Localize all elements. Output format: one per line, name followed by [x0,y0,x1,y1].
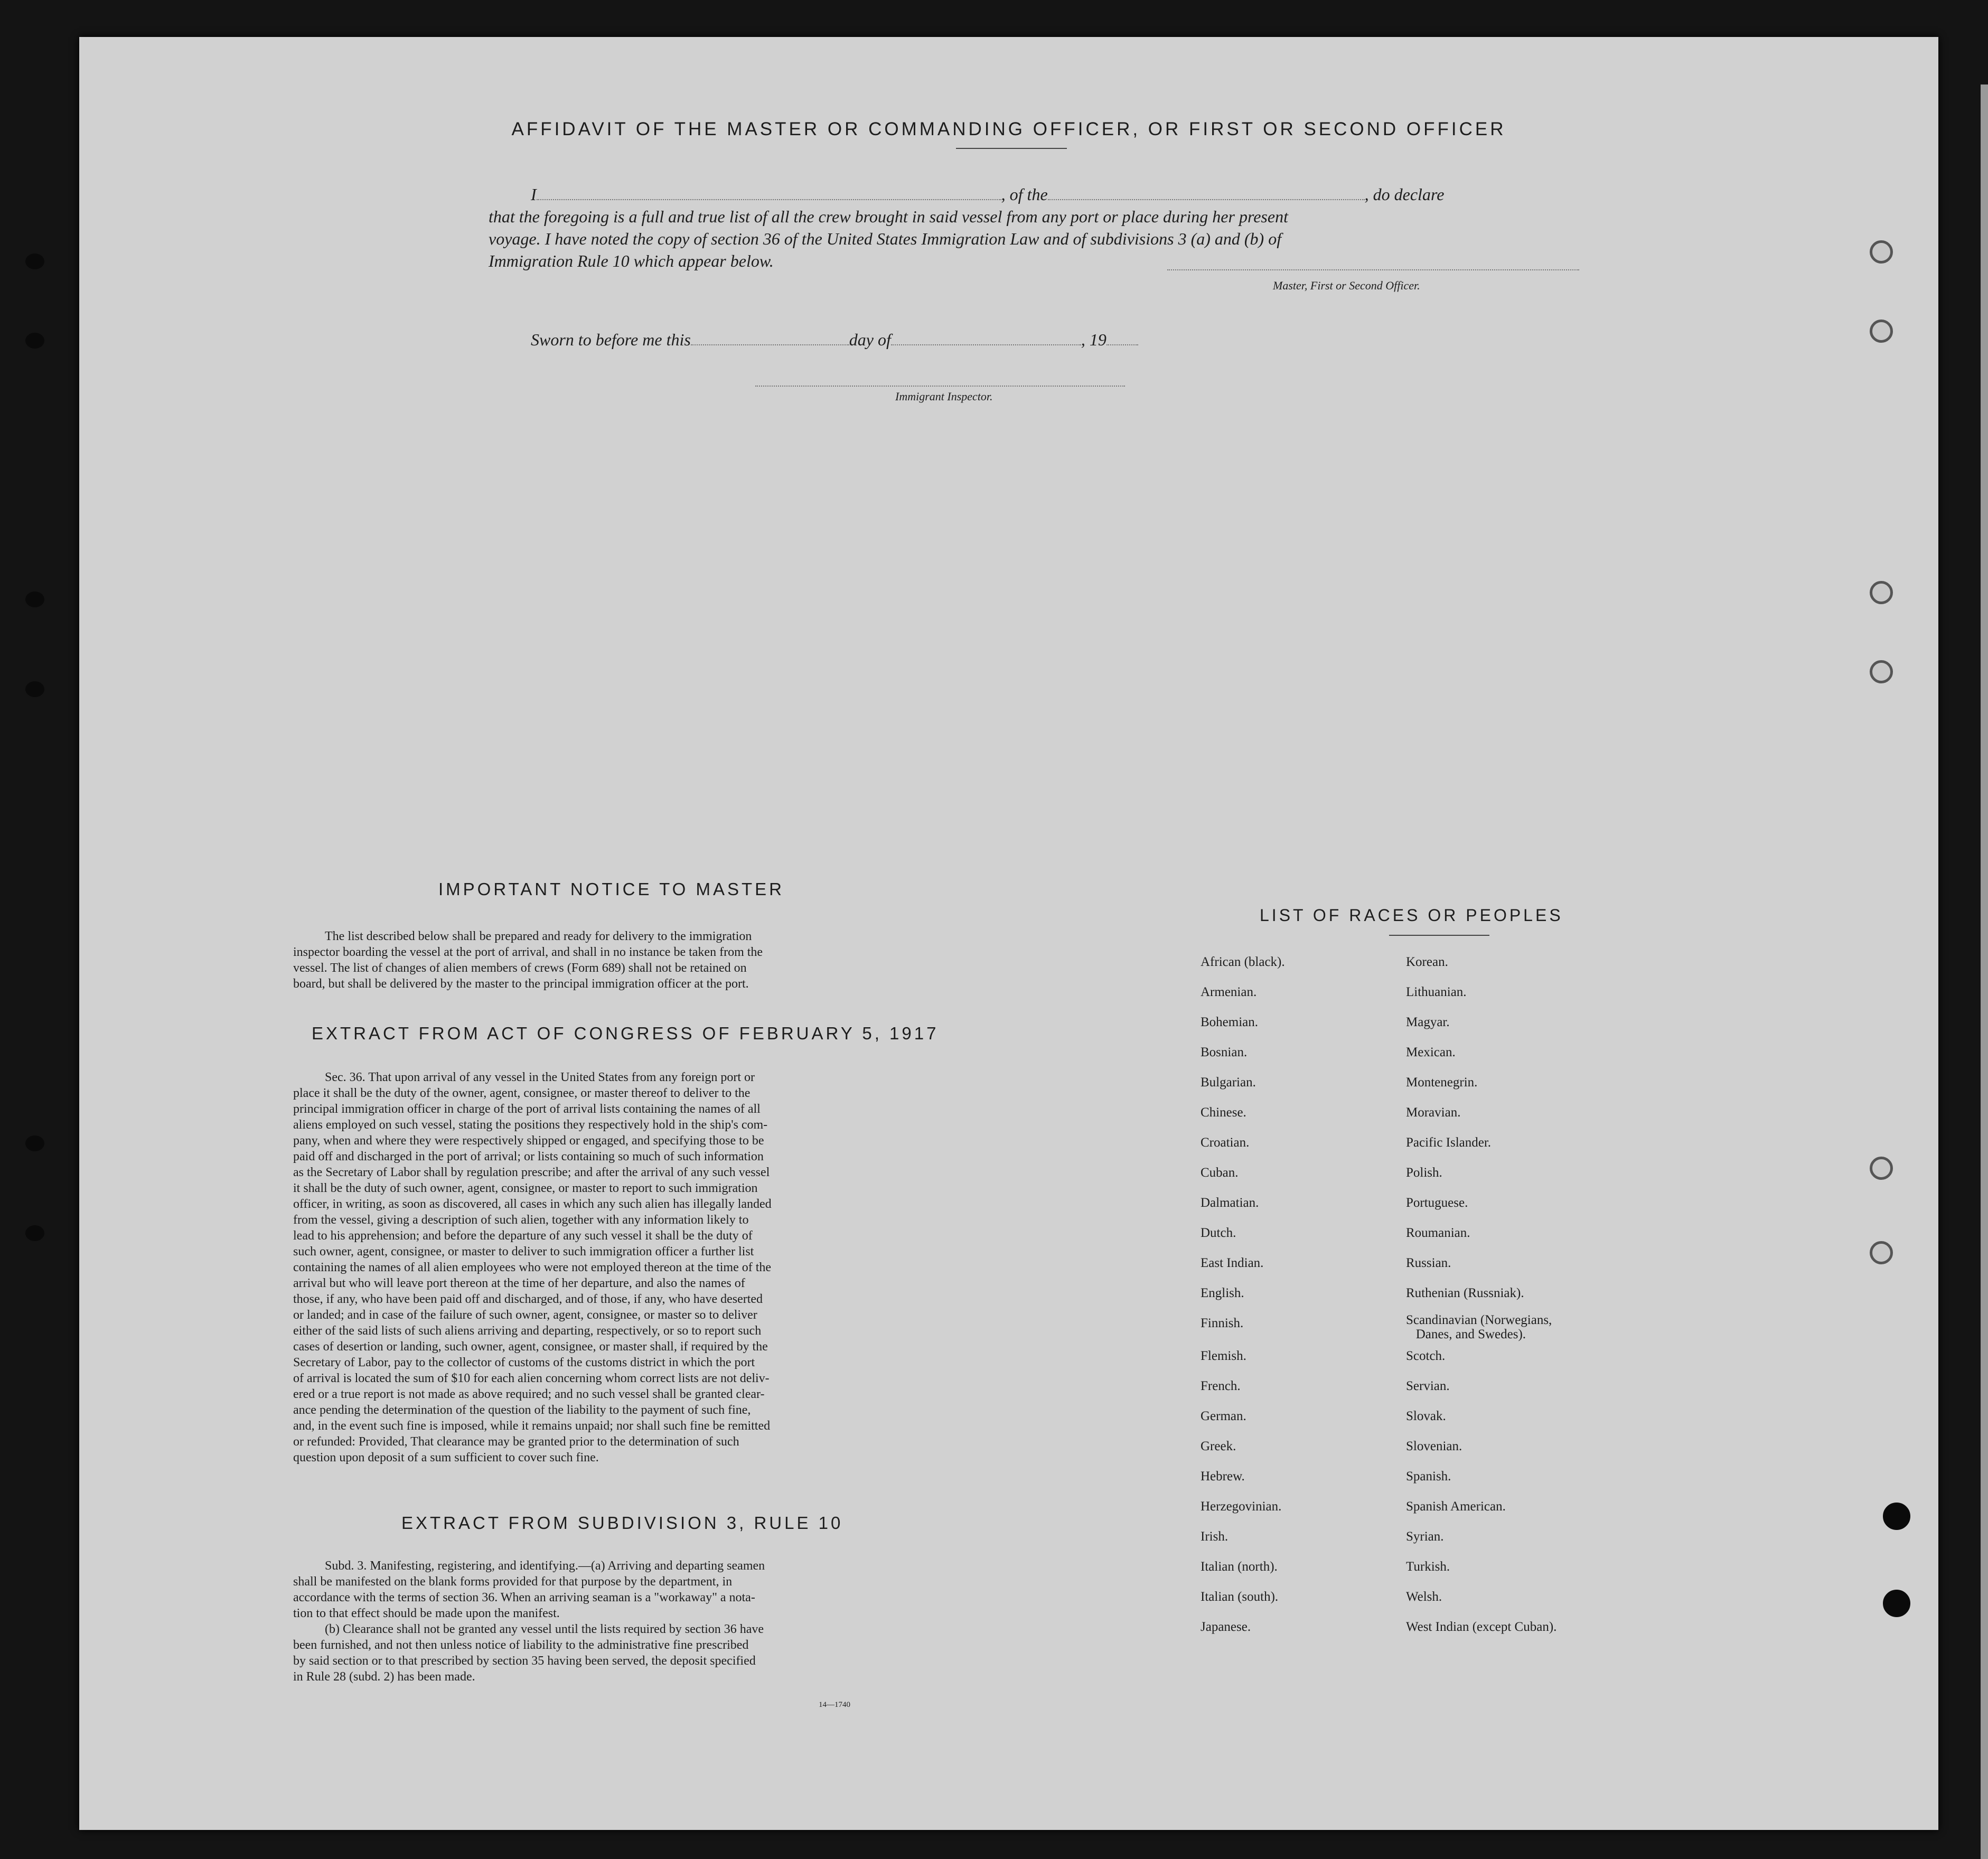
rule-title: EXTRACT FROM SUBDIVISION 3, RULE 10 [401,1513,843,1533]
act-line: cases of desertion or landing, such owner, agent, consignee, or master shall, if required by the [293,1340,768,1354]
race-item: Moravian. [1406,1105,1461,1120]
act-line: question upon deposit of a sum sufficient to cover such fine. [293,1451,599,1464]
race-item: East Indian. [1201,1256,1264,1270]
binding-hole [25,1225,44,1241]
race-item: Slovenian. [1406,1439,1462,1453]
race-item: Montenegrin. [1406,1075,1478,1090]
rule-body [293,1558,990,1685]
races-title: LIST OF RACES OR PEOPLES [1260,906,1563,925]
race-item: Chinese. [1201,1105,1246,1120]
race-item: Ruthenian (Russniak). [1406,1286,1524,1300]
sworn-date-blank [691,344,849,345]
act-line: either of the said lists of such aliens arriving and departing, respectively, or so to report such [293,1324,762,1338]
act-line: those, if any, who have been paid off and discharged, and of those, if any, who have deserted [293,1292,763,1306]
rule-line: accordance with the terms of section 36. When an arriving seaman is a "workaway" a nota- [293,1591,755,1604]
race-item: Portuguese. [1406,1196,1468,1210]
race-item: Pacific Islander. [1406,1135,1492,1150]
affidavit-i: I [531,185,537,204]
sworn-line [531,330,1138,350]
race-item: Dalmatian. [1201,1196,1259,1210]
race-item: Turkish. [1406,1560,1450,1574]
act-line: of arrival is located the sum of $10 for each alien concerning whom correct lists are not deliv- [293,1372,770,1385]
race-item: Lithuanian. [1406,985,1467,999]
act-line: ance pending the determination of the question of the liability to the payment of such fine, [293,1403,751,1417]
race-item: Italian (south). [1201,1590,1279,1604]
rule-line: by said section or to that prescribed by section 35 having been served, the deposit specified [293,1654,756,1668]
race-item: Hebrew. [1201,1469,1245,1484]
month-blank [891,344,1081,345]
race-item: Spanish. [1406,1469,1451,1484]
race-item: West Indian (except Cuban). [1406,1620,1557,1634]
race-item: English. [1201,1286,1244,1300]
punch-hole [1870,240,1893,264]
act-line: aliens employed on such vessel, stating the positions they respectively hold in the ship's com- [293,1118,768,1132]
punch-hole [1870,1241,1893,1264]
race-item: Finnish. [1201,1316,1244,1330]
affidavit-line-1 [531,185,1444,204]
act-line: Secretary of Labor, pay to the collector of customs of the customs district in which the port [293,1356,755,1369]
race-item: Armenian. [1201,985,1257,999]
race-item: Cuban. [1201,1166,1239,1180]
sworn-text: Sworn to before me this [531,330,691,349]
title-rule [956,148,1067,149]
race-item: German. [1201,1409,1246,1423]
race-item: Italian (north). [1201,1560,1278,1574]
act-line: it shall be the duty of such owner, agent, consignee, or master to report to such immigration [293,1181,758,1195]
race-item: Spanish American. [1406,1499,1506,1514]
notice-body [293,928,990,992]
form-number: 14—1740 [819,1701,850,1709]
binding-hole [25,681,44,697]
race-item: Irish. [1201,1529,1229,1544]
race-item: Servian. [1406,1379,1450,1393]
affidavit-line-2: that the foregoing is a full and true list of all the crew brought in said vessel from any port or place during her present [489,207,1288,226]
race-item: Slovak. [1406,1409,1446,1423]
affidavit-line-4: Immigration Rule 10 which appear below. [489,251,774,270]
act-line: pany, when and where they were respectively shipped or engaged, and specifying those to be [293,1134,764,1148]
punch-hole [1870,660,1893,683]
act-title: EXTRACT FROM ACT OF CONGRESS OF FEBRUARY 5, 1917 [312,1024,939,1043]
notice-title: IMPORTANT NOTICE TO MASTER [438,879,785,899]
race-item: Croatian. [1201,1135,1250,1150]
act-line: containing the names of all alien employees who were not employed thereon at the time of the [293,1261,772,1274]
punch-hole [1870,1157,1893,1180]
rule-line: shall be manifested on the blank forms provided for that purpose by the department, in [293,1575,733,1589]
race-item: Mexican. [1406,1045,1456,1059]
race-item: Dutch. [1201,1226,1236,1240]
day-of-text: day of [849,330,891,349]
act-line: arrival but who will leave port thereon at the time of her departure, and also the names of [293,1276,745,1290]
race-item: Herzegovinian. [1201,1499,1282,1514]
notice-line: board, but shall be delivered by the master to the principal immigration officer at the port. [293,977,749,991]
race-item: Welsh. [1406,1590,1442,1604]
affidavit-of-the: , of the [1001,185,1048,204]
vessel-blank [1048,199,1365,200]
act-line: paid off and discharged in the port of arrival; or lists containing so much of such information [293,1150,764,1163]
act-line: place it shall be the duty of the owner, agent, consignee, or master thereof to deliver to the [293,1086,751,1100]
punch-hole [1870,581,1893,604]
act-line: officer, in writing, as soon as discovered, all cases in which any such alien has illegally landed [293,1197,772,1211]
race-item: French. [1201,1379,1241,1393]
act-line: from the vessel, giving a description of such alien, together with any information likely to [293,1213,749,1227]
act-line: principal immigration officer in charge of the port of arrival lists containing the names of all [293,1102,761,1116]
rule-line: tion to that effect should be made upon the manifest. [293,1607,560,1620]
act-line: lead to his apprehension; and before the departure of any such vessel it shall be the duty of [293,1229,753,1243]
race-item: Magyar. [1406,1015,1450,1029]
race-item: Syrian. [1406,1529,1444,1544]
notice-line: vessel. The list of changes of alien members of crews (Form 689) shall not be retained on [293,961,747,975]
rule-line: (b) Clearance shall not be granted any vessel until the lists required by section 36 have [325,1622,764,1636]
act-line: and, in the event such fine is imposed, while it remains unpaid; nor shall such fine be remitted [293,1419,771,1433]
race-item: Scotch. [1406,1349,1446,1363]
act-body [293,1069,990,1466]
signature-line [1167,269,1579,270]
race-item: Greek. [1201,1439,1236,1453]
rule-line: been furnished, and not then unless notice of liability to the administrative fine prescribed [293,1638,749,1652]
rule-line: in Rule 28 (subd. 2) has been made. [293,1670,475,1684]
race-item: Korean. [1406,955,1448,969]
punch-hole [1883,1590,1910,1617]
race-item: Bulgarian. [1201,1075,1256,1090]
punch-hole [1870,320,1893,343]
notice-line: The list described below shall be prepared and ready for delivery to the immigration [325,929,752,943]
affidavit-declare: , do declare [1364,185,1445,204]
act-line: or refunded: Provided, That clearance may be granted prior to the determination of such [293,1435,739,1449]
race-item: Japanese. [1201,1620,1251,1634]
affidavit-title: AFFIDAVIT OF THE MASTER OR COMMANDING OFFICER, OR FIRST OR SECOND OFFICER [511,119,1506,139]
race-item: Bohemian. [1201,1015,1259,1029]
year-blank [1106,344,1138,345]
binding-hole [25,253,44,269]
race-item: Flemish. [1201,1349,1246,1363]
rule-line: Subd. 3. Manifesting, registering, and identifying.—(a) Arriving and departing seamen [325,1559,765,1573]
inspector-line [755,386,1125,387]
race-item: Roumanian. [1406,1226,1470,1240]
notice-line: inspector boarding the vessel at the port of arrival, and shall in no instance be taken from the [293,945,763,959]
race-item: African (black). [1201,955,1285,969]
page-edge [1981,84,1988,1859]
binding-hole [25,592,44,607]
affidavit-line-3: voyage. I have noted the copy of section 36 of the United States Immigration Law and of subdivisions 3 (a) and (b) of [489,229,1282,248]
act-line: or landed; and in case of the failure of such owner, agent, consignee, or master so to deliver [293,1308,757,1322]
document-page [79,37,1938,1830]
act-line: Sec. 36. That upon arrival of any vessel in the United States from any foreign port or [325,1071,755,1084]
race-item: Polish. [1406,1166,1442,1180]
punch-hole [1883,1503,1910,1530]
binding-hole [25,1135,44,1151]
year-text: , 19 [1081,330,1106,349]
name-blank [537,199,1001,200]
race-item: Bosnian. [1201,1045,1248,1059]
act-line: as the Secretary of Labor shall by regulation prescribe; and after the arrival of any such vessel [293,1166,770,1179]
signature-label: Master, First or Second Officer. [1273,279,1420,292]
act-line: such owner, agent, consignee, or master to deliver to such immigration officer a further list [293,1245,754,1259]
binding-hole [25,333,44,349]
race-item: Scandinavian (Norwegians, Danes, and Swedes). [1406,1313,1552,1341]
act-line: ered or a true report is not made as above required; and no such vessel shall be granted clear- [293,1387,765,1401]
race-item: Russian. [1406,1256,1451,1270]
races-rule [1389,935,1489,936]
inspector-label: Immigrant Inspector. [895,390,993,403]
